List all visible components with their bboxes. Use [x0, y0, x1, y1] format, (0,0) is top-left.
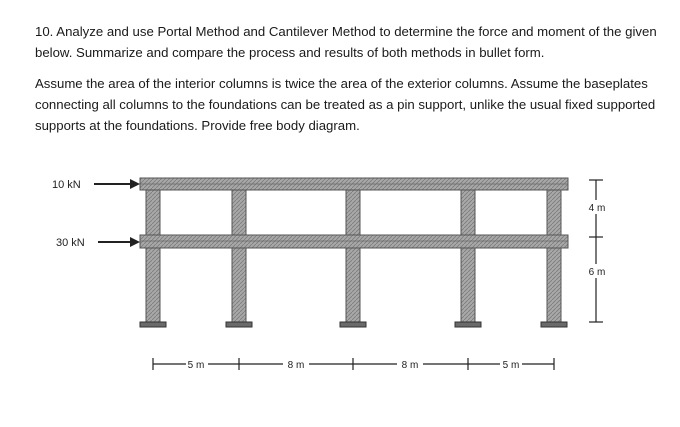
column-3	[346, 178, 360, 322]
question-paragraph-2: Assume the area of the interior columns is twice the area of the exterior columns. Assume the baseplates connecting all columns to the foundations can be treated as a pin support, unlike the usual fixed supported supports at the foundations. Provide free body diagram.	[35, 76, 656, 133]
bay-width-4: 5 m	[502, 360, 520, 371]
floor-beam	[140, 235, 568, 248]
question-paragraph-1: 10. Analyze and use Portal Method and Cantilever Method to determine the force and moment of the given below. Summarize and compare the process and results of both methods in bullet form.	[35, 24, 657, 60]
baseplate-3	[340, 322, 366, 327]
story-dimensions	[588, 180, 606, 322]
baseplate-1	[140, 322, 166, 327]
load-label-top: 10 kN	[52, 179, 81, 191]
column-4	[461, 178, 475, 322]
baseplates	[140, 322, 567, 327]
load-arrow-middle	[56, 237, 140, 249]
baseplate-5	[541, 322, 567, 327]
story-height-upper: 4 m	[588, 203, 606, 214]
load-arrow-top	[52, 179, 140, 191]
load-label-middle: 30 kN	[56, 237, 85, 249]
bay-dimensions	[153, 357, 554, 371]
story-height-lower: 6 m	[588, 267, 606, 278]
column-1	[146, 178, 160, 322]
columns	[146, 178, 561, 322]
column-2	[232, 178, 246, 322]
baseplate-2	[226, 322, 252, 327]
bay-width-2: 8 m	[287, 360, 305, 371]
bay-width-3: 8 m	[401, 360, 419, 371]
column-5	[547, 178, 561, 322]
bay-width-1: 5 m	[187, 360, 205, 371]
baseplate-4	[455, 322, 481, 327]
